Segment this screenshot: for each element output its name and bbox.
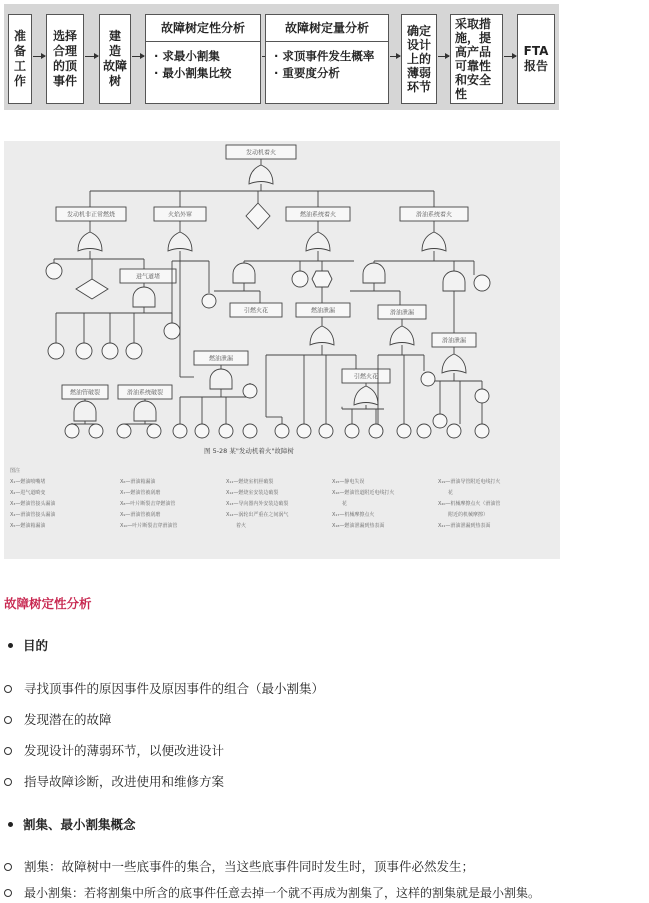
flow-arrow [438,56,449,57]
legend-column [226,478,288,529]
section-title: 故障树定性分析 [4,596,92,611]
flow-step-quantitative [265,14,389,104]
svg-text:X₁₈—燃油泄漏到热表面: X₁₈—燃油泄漏到热表面 [332,523,385,529]
flow-arrow [504,56,516,57]
sub-event-label: 滑油泄漏 [389,309,415,317]
flow-arrow [85,56,98,57]
svg-text:X₂—进气道畸变: X₂—进气道畸变 [10,490,46,496]
flow-step-qualitative [145,14,261,104]
purpose-item: 发现潜在的故障 [4,710,112,728]
fta-process-flowchart [4,4,559,110]
purpose-item: 寻找顶事件的原因事件及原因事件的组合（最小割集） [4,679,324,697]
sub-event-label: 引燃火花 [353,373,379,381]
svg-text:X₁—燃油喷嘴堵: X₁—燃油喷嘴堵 [10,479,46,485]
mid-event-label: 燃油系统着火 [299,211,337,219]
flow-step-measures [450,14,503,104]
flow-step-title: 故障树定量分析 [266,15,388,42]
svg-text:X₆—滑油箱漏油: X₆—滑油箱漏油 [120,479,156,485]
flow-step-item: · 最小割集比较 [154,65,260,82]
svg-text:X₄—滑油管接头漏油: X₄—滑油管接头漏油 [10,512,56,518]
legend-title: 图注 [10,468,21,474]
flow-arrow [33,56,45,57]
svg-text:X₁₅—静电失误: X₁₅—静电失误 [332,479,365,485]
sub-event-label: 燃油泄漏 [310,307,336,315]
lower-event-label: 滑油系统破裂 [126,389,164,397]
flow-step-items [146,42,260,82]
svg-text:X₁₇—机械摩擦点火: X₁₇—机械摩擦点火 [332,512,375,518]
svg-text:X₁₄—涡轮出严重在之间涡气: X₁₄—涡轮出严重在之间涡气 [226,512,289,518]
flow-step-text: FTA 报告 [523,44,549,73]
flow-step-text: 建 造 故障 树 [102,29,127,88]
svg-text:X₁₁—燃烧室机匣破裂: X₁₁—燃烧室机匣破裂 [226,479,274,485]
purpose-item: 指导故障诊断，改进使用和维修方案 [4,772,224,790]
legend-column [120,478,177,529]
svg-text:X₁₉—滑油导管附近电线打火: X₁₉—滑油导管附近电线打火 [438,479,501,485]
purpose-heading: 目的 [8,636,48,654]
mid-event-label: 发动机非正常燃烧 [66,211,116,219]
svg-text:X₈—叶片断裂击穿燃油管: X₈—叶片断裂击穿燃油管 [120,501,176,507]
flow-step-weak-points [401,14,437,104]
flow-arrow [132,56,144,57]
flow-step-build-tree [99,14,131,104]
cutset-heading: 割集、最小割集概念 [8,815,136,833]
svg-text:X₁₃—导向器内外安装边破裂: X₁₃—导向器内外安装边破裂 [226,501,289,507]
svg-text:X₂₀—机械摩擦点火（滑油管: X₂₀—机械摩擦点火（滑油管 [438,501,501,507]
fault-tree-diagram [4,141,560,559]
flow-step-text: 采取措 施，提 高产品 可靠性 和安全 性 [455,17,492,101]
flow-step-item: · 求最小割集 [154,48,260,65]
svg-text:X₂₁—滑油泄漏到热表面: X₂₁—滑油泄漏到热表面 [438,523,491,529]
svg-text:X₃—燃油管接头漏油: X₃—燃油管接头漏油 [10,501,56,507]
flow-step-prepare [8,14,32,104]
flow-step-select-top-event [46,14,84,104]
purpose-item: 发现设计的薄弱环节，以便改进设计 [4,741,224,759]
legend-column [438,478,500,529]
flow-step-item: · 求顶事件发生概率 [274,48,388,65]
flow-arrow [390,56,400,57]
svg-text:附近的机械摩擦）: 附近的机械摩擦） [448,512,489,518]
svg-text:花: 花 [448,490,454,496]
sub-event-label: 引燃火花 [243,307,269,315]
cutset-item: 最小割集：若将割集中所含的底事件任意去掉一个就不再成为割集了，这样的割集就是最小割集。 [4,884,540,901]
top-event-label: 发动机着火 [245,149,277,157]
flow-step-text: 准 备 工 作 [13,29,26,88]
sub-event-label: 滑油泄漏 [441,337,467,345]
lower-event-label: 燃油管破裂 [69,389,101,397]
svg-text:花: 花 [342,501,348,507]
svg-text:着火: 着火 [236,523,247,529]
cutset-item: 割集：故障树中一些底事件的集合，当这些底事件同时发生时，顶事件必然发生； [4,857,474,875]
flow-step-text: 选择 合理 的顶 事件 [52,29,77,88]
svg-text:X₁₆—燃油管道附近电线打火: X₁₆—燃油管道附近电线打火 [332,490,395,496]
flow-step-text: 确定 设计 上的 薄弱 环节 [406,24,431,94]
sub-event-label: 燃油泄漏 [208,355,234,363]
legend-column [10,478,55,529]
svg-text:X₁₂—燃烧室安装边破裂: X₁₂—燃烧室安装边破裂 [226,490,279,496]
svg-text:X₁₀—叶片断裂击穿滑油管: X₁₀—叶片断裂击穿滑油管 [120,523,178,529]
mid-event-label: 滑油系统着火 [415,211,453,219]
sub-event-label: 进气道堵 [135,273,161,281]
figure-caption: 图 5-28 某"发动机着火"故障树 [204,447,294,455]
mid-event-label: 火焰外窜 [167,211,193,219]
flow-step-item: · 重要度分析 [274,65,388,82]
fault-tree-figure [4,141,560,559]
svg-text:X₇—燃油管被刮磨: X₇—燃油管被刮磨 [120,490,161,496]
legend-column [332,478,394,529]
svg-text:X₅—燃油箱漏油: X₅—燃油箱漏油 [10,523,46,529]
flow-step-fta-report [517,14,555,104]
svg-text:X₉—滑油管被刮磨: X₉—滑油管被刮磨 [120,512,161,518]
flow-step-title: 故障树定性分析 [146,15,260,42]
flow-step-items [266,42,388,82]
